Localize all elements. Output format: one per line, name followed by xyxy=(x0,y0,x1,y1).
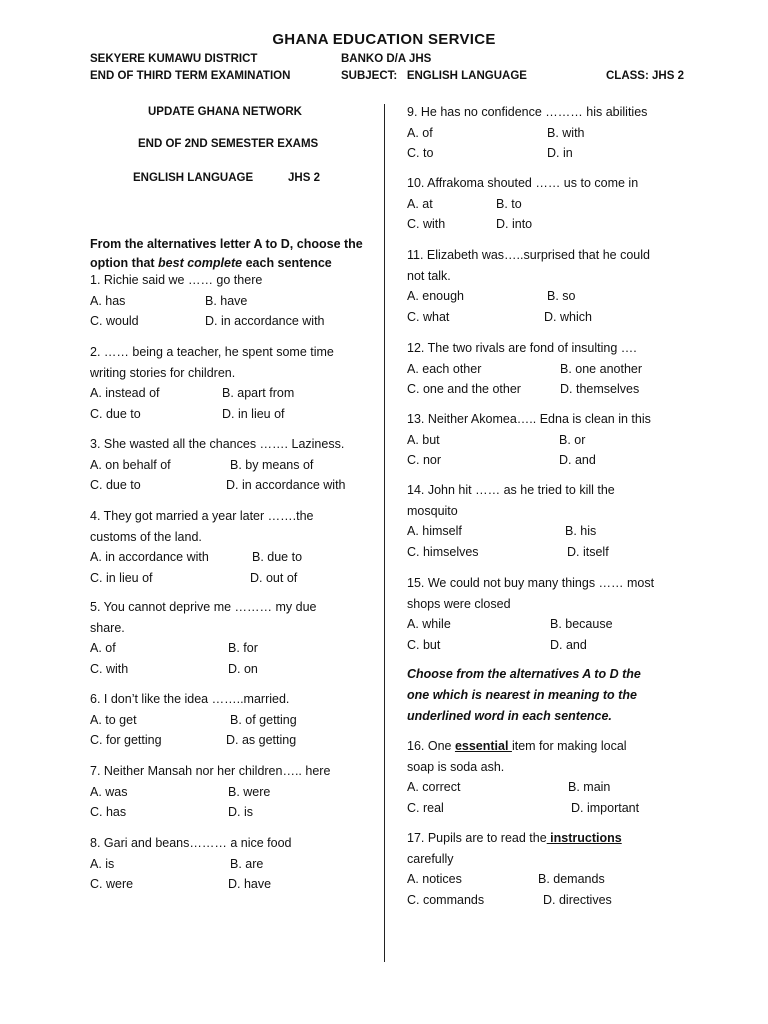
option-d: D. in xyxy=(547,146,573,161)
instruction-line-1: From the alternatives letter A to D, choose the xyxy=(90,237,363,251)
option-c: C. for getting xyxy=(90,733,162,748)
option-c: C. nor xyxy=(407,453,442,468)
question-text-line: 3. She wasted all the chances ……. Laziness. xyxy=(90,437,345,451)
option-c: C. what xyxy=(407,310,450,325)
option-c: C. in lieu of xyxy=(90,571,153,586)
option-a: A. instead of xyxy=(90,386,160,401)
option-c: C. has xyxy=(90,805,127,820)
instruction2-line-2: one which is nearest in meaning to the xyxy=(407,688,637,702)
instruction-line-2: option that best complete each sentence xyxy=(90,256,332,270)
document-title: GHANA EDUCATION SERVICE xyxy=(272,31,496,48)
option-c: C. with xyxy=(90,662,129,677)
question-17-line-1: 17. Pupils are to read the instructions xyxy=(407,831,622,845)
option-a: A. notices xyxy=(407,872,462,886)
option-a: A. correct xyxy=(407,780,461,794)
option-b: B. due to xyxy=(252,550,303,565)
option-b: B. demands xyxy=(538,872,605,886)
question-text-line: 11. Elizabeth was…..surprised that he could xyxy=(407,248,650,262)
option-b: B. are xyxy=(230,856,264,871)
option-a: A. each other xyxy=(407,361,482,376)
option-d: D. which xyxy=(544,310,592,325)
option-a: A. enough xyxy=(407,289,464,304)
question-text-line: 12. The two rivals are fond of insulting …. xyxy=(407,341,637,355)
semester-heading: END OF 2ND SEMESTER EXAMS xyxy=(138,138,319,150)
option-d: D. have xyxy=(228,877,272,892)
option-d: D. important xyxy=(571,801,640,815)
option-b: B. for xyxy=(228,641,258,656)
option-c: C. were xyxy=(90,877,134,892)
exam-label: END OF THIRD TERM EXAMINATION xyxy=(90,70,291,82)
option-b: B. so xyxy=(547,289,576,304)
underlined-word: essential xyxy=(454,739,512,753)
question-text-line: customs of the land. xyxy=(90,529,202,544)
option-d: D. on xyxy=(228,662,258,677)
underlined-word: instructions xyxy=(546,831,622,845)
option-a: A. of xyxy=(407,125,433,140)
option-c: C. due to xyxy=(90,478,141,493)
question-text-line: 2. …… being a teacher, he spent some time xyxy=(90,345,334,359)
question-text-line: not talk. xyxy=(407,268,451,283)
option-d: D. in lieu of xyxy=(222,407,285,422)
option-b: B. apart from xyxy=(222,386,295,401)
school-label: BANKO D/A JHS xyxy=(341,53,432,65)
option-b: B. because xyxy=(550,617,613,632)
question-text-line: 7. Neither Mansah nor her children….. here xyxy=(90,764,331,778)
option-d: D. in accordance with xyxy=(226,478,346,493)
option-b: B. by means of xyxy=(230,457,314,472)
option-c: C. real xyxy=(407,801,444,815)
option-d: D. and xyxy=(550,638,587,653)
option-a: A. at xyxy=(407,196,433,211)
option-c: C. commands xyxy=(407,893,485,907)
question-text-line: 9. He has no confidence ……… his abilities xyxy=(407,105,648,119)
option-d: D. directives xyxy=(543,893,612,907)
question-text-line: writing stories for children. xyxy=(90,365,236,380)
option-a: A. has xyxy=(90,293,126,308)
network-heading: UPDATE GHANA NETWORK xyxy=(148,106,302,118)
option-c: C. one and the other xyxy=(407,382,521,397)
option-c: C. would xyxy=(90,314,139,329)
option-b: B. were xyxy=(228,784,271,799)
option-a: A. himself xyxy=(407,524,462,539)
option-d: D. out of xyxy=(250,571,298,586)
option-a: A. to get xyxy=(90,712,137,727)
option-d: D. is xyxy=(228,805,253,820)
option-b: B. to xyxy=(496,196,522,211)
instruction-emphasis: best complete xyxy=(158,256,243,270)
district-label: SEKYERE KUMAWU DISTRICT xyxy=(90,53,258,65)
option-c: C. to xyxy=(407,146,434,161)
option-a: A. of xyxy=(90,641,116,656)
question-text-line: 1. Richie said we …… go there xyxy=(90,273,263,287)
option-a: A. but xyxy=(407,432,440,447)
question-text-line: shops were closed xyxy=(407,596,511,611)
question-text-line: 4. They got married a year later …….the xyxy=(90,509,314,523)
question-text-line: 5. You cannot deprive me ……… my due xyxy=(90,600,317,614)
question-text-line: 8. Gari and beans……… a nice food xyxy=(90,836,292,850)
option-a: A. is xyxy=(90,856,115,871)
instruction2-line-1: Choose from the alternatives A to D the xyxy=(407,667,641,681)
question-text-line: 10. Affrakoma shouted …… us to come in xyxy=(407,176,639,190)
option-c: C. due to xyxy=(90,407,141,422)
subject-label: SUBJECT: ENGLISH LANGUAGE xyxy=(341,70,527,82)
option-d: D. and xyxy=(559,453,596,468)
option-b: B. his xyxy=(565,524,597,539)
option-d: D. themselves xyxy=(560,382,640,397)
option-b: B. one another xyxy=(560,361,643,376)
column-divider xyxy=(384,104,385,962)
question-text-line: 13. Neither Akomea….. Edna is clean in this xyxy=(407,412,651,426)
option-a: A. on behalf of xyxy=(90,457,171,472)
option-c: C. himselves xyxy=(407,545,479,560)
option-c: C. but xyxy=(407,638,441,653)
question-16-line-1: 16. One essential item for making local xyxy=(407,739,627,753)
subject-heading: ENGLISH LANGUAGE xyxy=(133,172,254,184)
question-16-line-2: soap is soda ash. xyxy=(407,760,505,774)
option-d: D. itself xyxy=(567,545,609,560)
option-b: B. have xyxy=(205,293,248,308)
question-17-line-2: carefully xyxy=(407,852,454,866)
question-text-line: share. xyxy=(90,620,125,635)
option-d: D. in accordance with xyxy=(205,314,325,329)
question-text-line: 6. I don’t like the idea ……..married. xyxy=(90,692,290,706)
question-text-line: 15. We could not buy many things …… most xyxy=(407,576,655,590)
option-a: A. while xyxy=(407,617,451,632)
class-label: CLASS: JHS 2 xyxy=(606,70,684,82)
option-c: C. with xyxy=(407,217,446,232)
instruction2-line-3: underlined word in each sentence. xyxy=(407,709,612,723)
option-a: A. was xyxy=(90,784,128,799)
option-b: B. or xyxy=(559,432,586,447)
option-b: B. with xyxy=(547,125,585,140)
question-text-line: mosquito xyxy=(407,503,458,518)
class-heading: JHS 2 xyxy=(288,172,320,184)
option-a: A. in accordance with xyxy=(90,550,209,565)
option-b: B. of getting xyxy=(230,712,297,727)
option-b: B. main xyxy=(568,780,611,794)
question-text-line: 14. John hit …… as he tried to kill the xyxy=(407,483,615,497)
option-d: D. as getting xyxy=(226,733,297,748)
option-d: D. into xyxy=(496,217,533,232)
